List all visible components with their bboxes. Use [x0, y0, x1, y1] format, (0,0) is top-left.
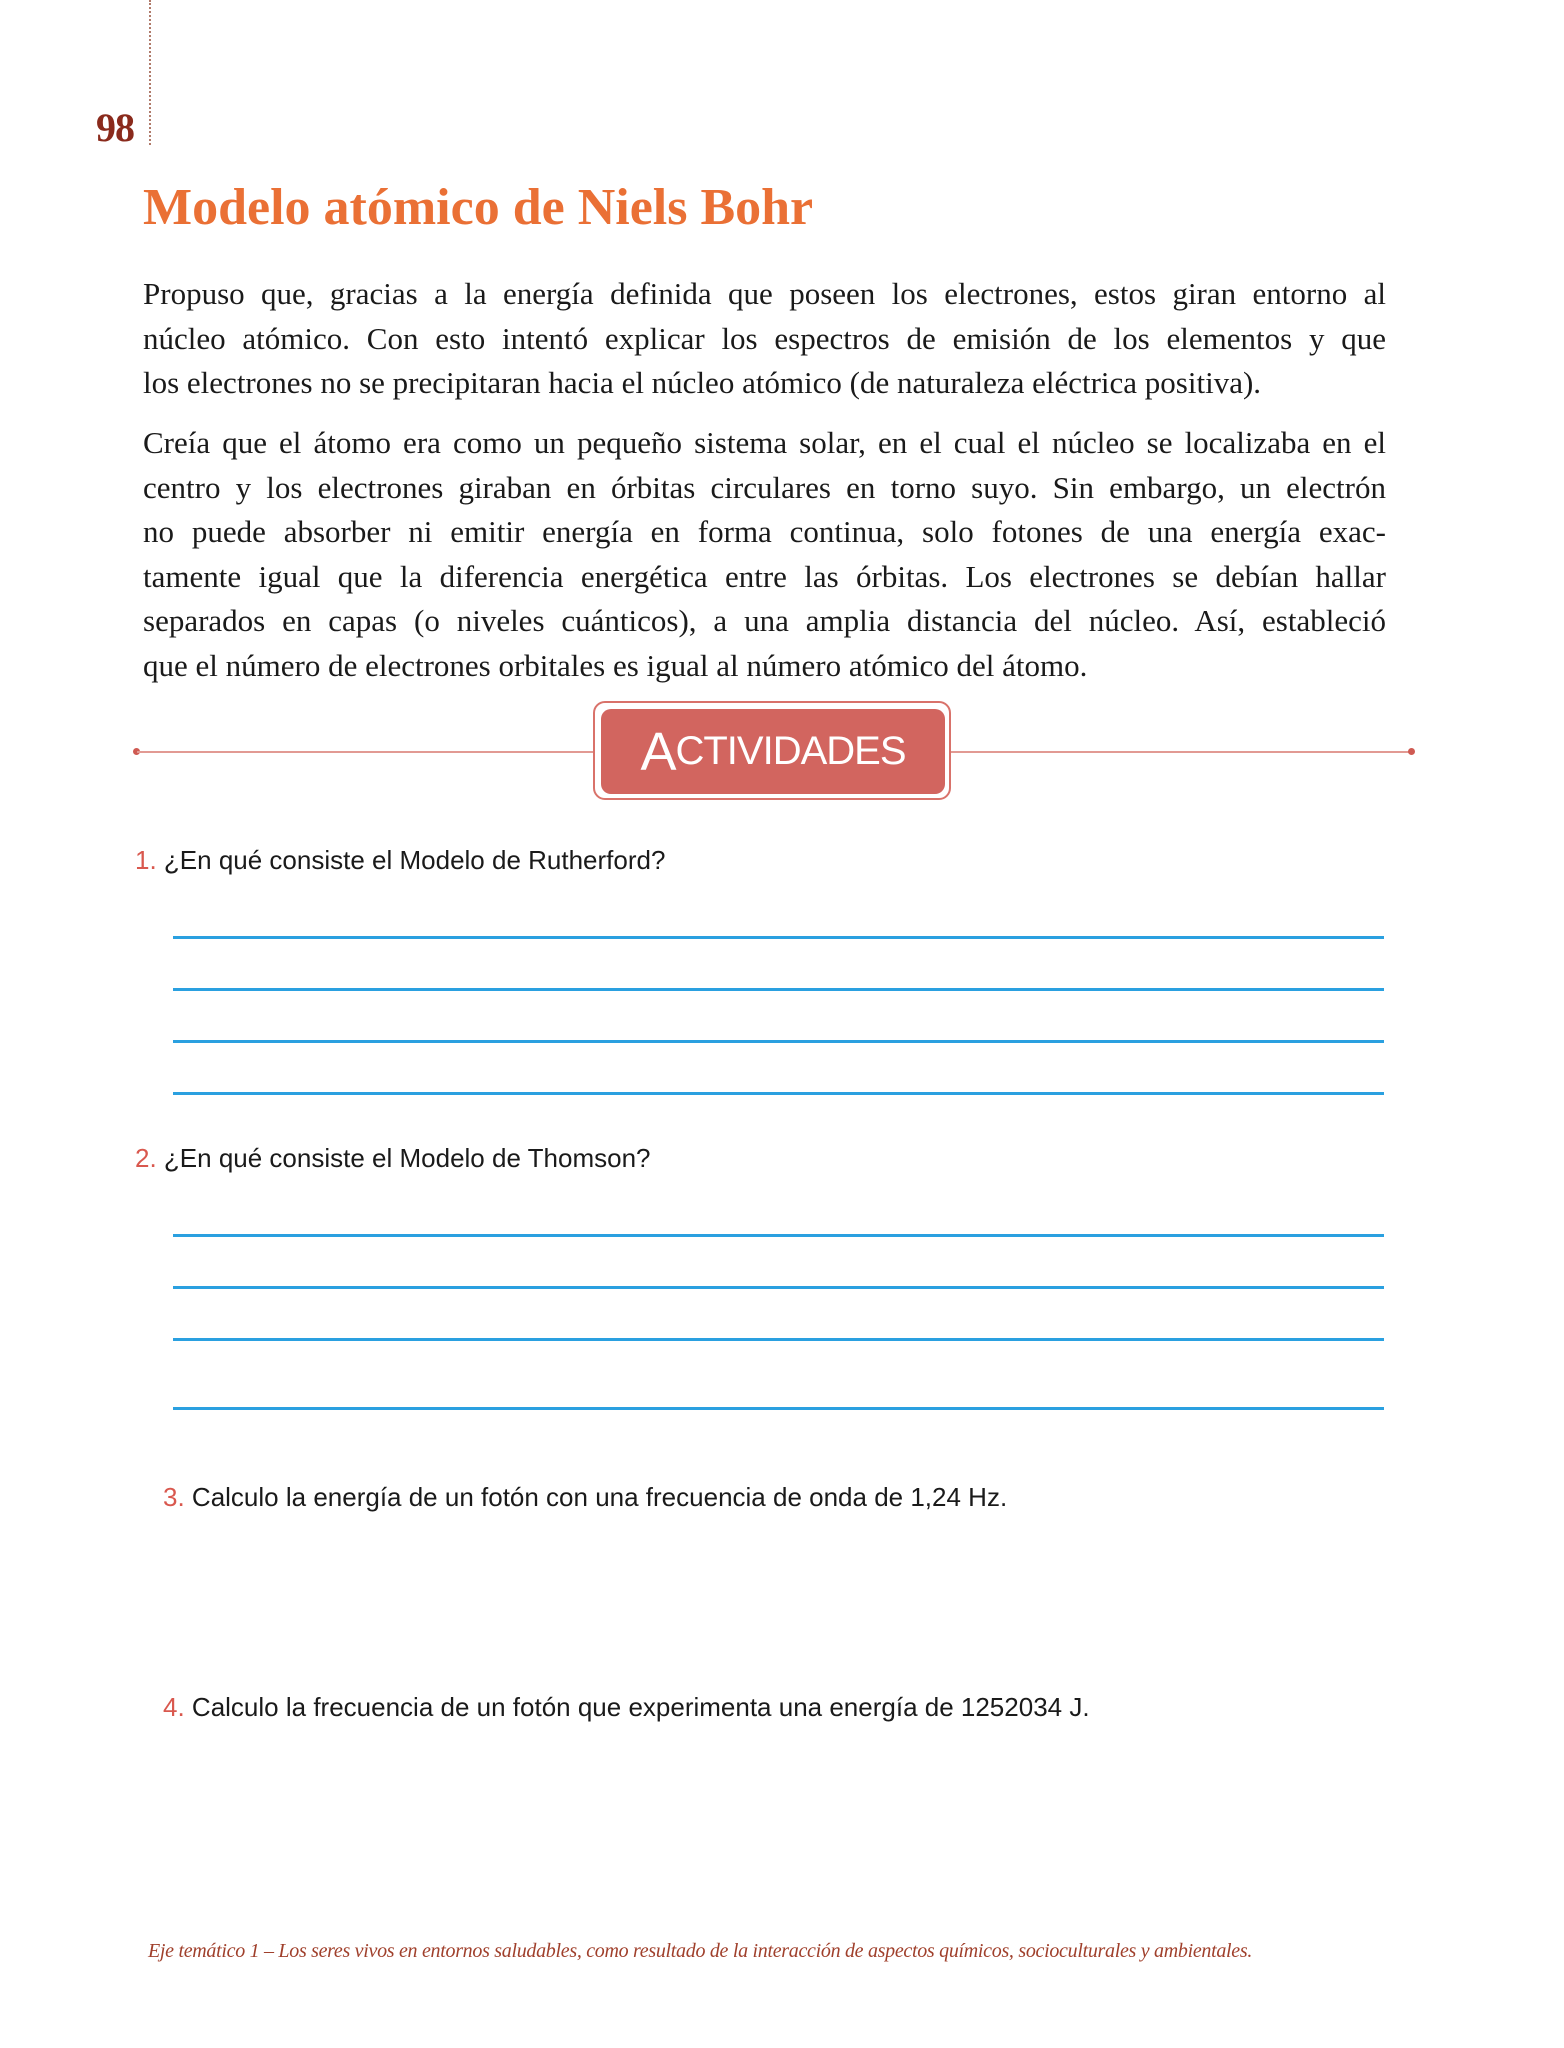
paragraph-line: Creía que el átomo era como un pequeño sistema solar, en el cual el núcleo se localizaba en el	[143, 425, 1386, 460]
answer-line[interactable]	[173, 936, 1384, 939]
question-number: 4.	[163, 1692, 185, 1722]
answer-line[interactable]	[173, 1407, 1384, 1410]
answer-line[interactable]	[173, 1092, 1384, 1095]
margin-dotted-line	[149, 0, 151, 145]
paragraph-line: Propuso que, gracias a la energía definida que poseen los electrones, estos giran entorno al	[143, 276, 1386, 311]
question-text: Calculo la energía de un fotón con una frecuencia de onda de 1,24 Hz.	[191, 1482, 1008, 1512]
banner-initial: A	[640, 721, 676, 782]
page-footer: Eje temático 1 – Los seres vivos en entornos saludables, como resultado de la interacción de aspectos químicos, socioculturales y ambientales.	[148, 1940, 1253, 1962]
paragraph-2	[143, 421, 1386, 688]
banner-text: CTIVIDADES	[675, 729, 906, 773]
question-text: ¿En qué consiste el Modelo de Rutherford?	[163, 845, 666, 875]
question-3	[163, 1482, 1007, 1513]
divider-dot-right	[1408, 748, 1415, 755]
paragraph-line: no puede absorber ni emitir energía en forma continua, solo fotones de una energía exac-	[143, 514, 1386, 549]
question-2	[135, 1143, 651, 1174]
divider-line-left	[137, 751, 593, 753]
question-number: 1.	[135, 845, 157, 875]
divider-line-right	[951, 751, 1411, 753]
answer-line[interactable]	[173, 1338, 1384, 1341]
paragraph-line: tamente igual que la diferencia energética entre las órbitas. Los electrones se debían hallar	[143, 558, 1386, 594]
activities-banner	[601, 709, 945, 794]
question-4	[163, 1692, 1090, 1723]
answer-line[interactable]	[173, 1286, 1384, 1289]
paragraph-line: centro y los electrones giraban en órbitas circulares en torno suyo. Sin embargo, un electrón	[143, 469, 1386, 505]
answer-line[interactable]	[173, 1234, 1384, 1237]
paragraph-line: núcleo atómico. Con esto intentó explicar los espectros de emisión de los elementos y que	[143, 320, 1386, 356]
paragraph-line: que el número de electrones orbitales es igual al número atómico del átomo.	[143, 647, 1088, 683]
question-number: 3.	[163, 1482, 185, 1512]
paragraph-line: separados en capas (o niveles cuánticos), a una amplia distancia del núcleo. Así, estableció	[143, 603, 1386, 638]
question-text: Calculo la frecuencia de un fotón que experimenta una energía de 1252034 J.	[191, 1692, 1090, 1722]
question-text: ¿En qué consiste el Modelo de Thomson?	[163, 1143, 651, 1173]
question-number: 2.	[135, 1143, 157, 1173]
question-1	[135, 845, 665, 876]
paragraph-line: los electrones no se precipitaran hacia el núcleo atómico (de naturaleza eléctrica positiva).	[143, 365, 1262, 400]
page-title: Modelo atómico de Niels Bohr	[143, 179, 814, 236]
answer-line[interactable]	[173, 1040, 1384, 1043]
page-number: 98	[96, 105, 134, 150]
answer-line[interactable]	[173, 988, 1384, 991]
paragraph-1	[143, 272, 1386, 406]
